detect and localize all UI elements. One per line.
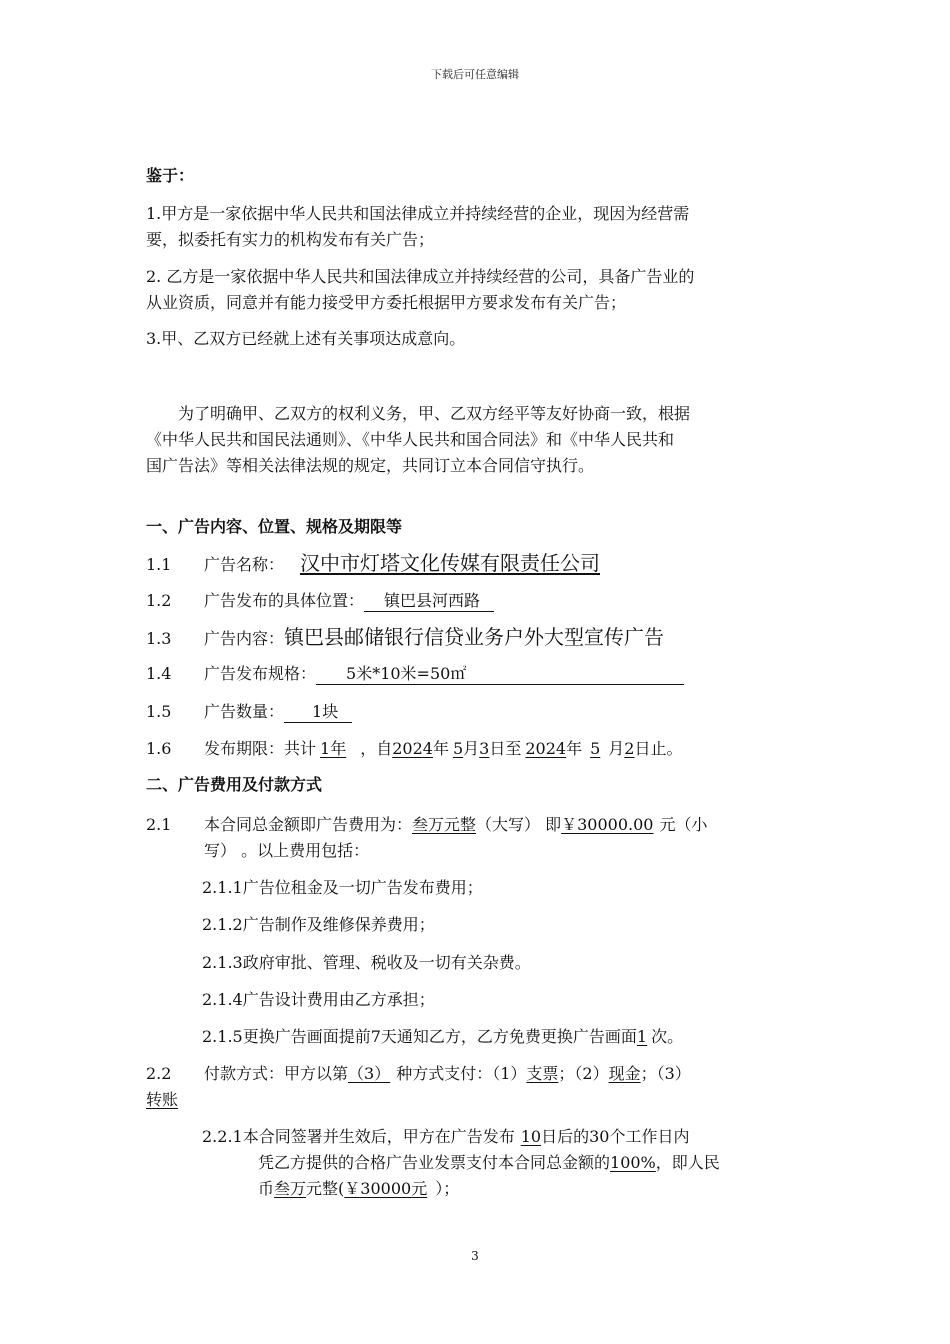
payment-option: （3） (348, 1064, 391, 1083)
clause-text: 元整( (306, 1179, 345, 1198)
days-after-publish: 10 (520, 1127, 542, 1146)
payment-percent: 100% (610, 1153, 656, 1172)
clause-2-1-line-2: 写） 。以上费用包括： (204, 841, 370, 860)
whereas-item-1-line-2: 要，拟委托有实力的机构发布有关广告； (146, 230, 435, 249)
clause-number: 1.6 (146, 739, 172, 758)
clause-label: 广告内容： (204, 629, 285, 648)
clause-2-1-2: 2.1.2广告制作及维修保养费用； (202, 915, 435, 934)
period-years: 1年 (320, 739, 347, 758)
clause-1-5 (146, 699, 352, 725)
ad-name-value: 汉中市灯塔文化传媒有限责任公司 (300, 551, 601, 575)
clause-text: 月 (608, 739, 625, 758)
clause-number: 1.2 (146, 591, 172, 610)
payment-option-3: 转账 (146, 1090, 179, 1109)
start-year: 2024 (392, 739, 433, 758)
whereas-item-2-line-2: 从业资质，同意并有能力接受甲方委托根据甲方要求发布有关广告； (146, 293, 627, 312)
clause-text: 种方式支付：（1） (396, 1064, 527, 1083)
clause-1-1 (146, 550, 600, 578)
clause-text: 次。 (651, 1027, 684, 1046)
clause-1-3 (146, 624, 664, 652)
clause-label: 广告数量： (204, 702, 285, 721)
clause-text: 币 (258, 1179, 275, 1198)
clause-number: 2.2 (146, 1064, 172, 1083)
clause-2-2-1-line-1 (202, 1124, 689, 1150)
section-1-title: 一、广告内容、位置、规格及期限等 (146, 517, 403, 536)
clause-text: ，自 (360, 739, 393, 758)
clause-label: 广告发布规格： (204, 664, 317, 683)
total-amount-chinese: 叁万元整 (412, 815, 477, 834)
whereas-item-2-line-1: 2. 乙方是一家依据中华人民共和国法律成立并持续经营的公司，具备广告业的 (146, 267, 695, 286)
clause-2-2-1-line-3 (258, 1176, 459, 1202)
total-amount-number: ￥30000.00 (561, 815, 654, 834)
whereas-item-1-line-1: 1.甲方是一家依据中华人民共和国法律成立并持续经营的企业，现因为经营需 (146, 204, 690, 223)
clause-1-6 (146, 736, 683, 762)
end-day: 2 (624, 739, 635, 758)
clause-text: ；（2） (558, 1064, 609, 1083)
clause-text: 年 (566, 739, 583, 758)
clause-2-1-1: 2.1.1广告位租金及一切广告发布费用； (202, 878, 483, 897)
ad-content-value: 镇巴县邮储银行信贷业务户外大型宣传广告 (284, 625, 665, 649)
start-month: 5 (452, 739, 464, 758)
section-2-title: 二、广告费用及付款方式 (146, 775, 323, 794)
clause-number: 1.1 (146, 555, 172, 574)
clause-1-2 (146, 588, 494, 614)
clause-number: 1.5 (146, 702, 172, 721)
clause-number: 2.1 (146, 815, 172, 834)
amount-number: ￥30000 (344, 1179, 412, 1198)
clause-2-2-line-1 (146, 1061, 691, 1087)
clause-text: 发布期限：共计 (204, 739, 317, 758)
ad-location-value: 镇巴县河西路 (364, 591, 494, 612)
payment-option-2: 现金 (608, 1064, 641, 1083)
clause-label: 广告发布的具体位置： (204, 591, 365, 610)
clause-2-2-1-line-2 (258, 1150, 720, 1176)
clause-1-4 (146, 661, 684, 687)
clause-text: ）； (435, 1179, 460, 1198)
clause-text: 日至 (489, 739, 522, 758)
payment-option-1: 支票 (526, 1064, 559, 1083)
end-year: 2024 (525, 739, 567, 758)
clause-2-1-5 (202, 1024, 683, 1050)
preamble-line-3: 国广告法》等相关法律法规的规定，共同订立本合同信守执行。 (146, 456, 595, 475)
clause-number: 1.3 (146, 629, 172, 648)
clause-number: 1.4 (146, 664, 172, 683)
clause-text: ；（3） (640, 1064, 691, 1083)
clause-2-1-4: 2.1.4广告设计费用由乙方承担； (202, 990, 435, 1009)
preamble-line-1: 为了明确甲、乙双方的权利义务，甲、乙双方经平等友好协商一致，根据 (178, 404, 691, 423)
amount-chinese: 叁万 (274, 1179, 307, 1198)
clause-text: 日止。 (634, 739, 683, 758)
clause-text: 日后的30个工作日内 (541, 1127, 690, 1146)
whereas-title: 鉴于： (146, 166, 195, 185)
preamble-line-2: 《中华人民共和国民法通则》、《中华人民共和国合同法》和《中华人民共和 (146, 430, 675, 449)
clause-text: 2.1.5更换广告画面提前7天通知乙方，乙方免费更换广告画面 (202, 1027, 637, 1046)
end-month: 5 (590, 739, 601, 758)
replace-count: 1 (636, 1027, 648, 1046)
clause-2-1-line-1 (146, 812, 708, 838)
page-number: 3 (471, 1249, 479, 1263)
ad-spec-value: 5米*10米=50㎡ (316, 664, 684, 685)
clause-label: 广告名称： (204, 555, 285, 574)
whereas-item-3: 3.甲、乙双方已经就上述有关事项达成意向。 (146, 329, 466, 348)
start-day: 3 (479, 739, 490, 758)
clause-2-1-3: 2.1.3政府审批、管理、税收及一切有关杂费。 (202, 953, 531, 972)
clause-text: 付款方式：甲方以第 (204, 1064, 349, 1083)
clause-text: 本合同总金额即广告费用为： (204, 815, 413, 834)
clause-text: 年 (432, 739, 449, 758)
amount-unit: 元 (411, 1179, 428, 1198)
clause-text: 2.2.1本合同签署并生效后，甲方在广告发布 (202, 1127, 515, 1146)
ad-quantity-value: 1块 (284, 702, 352, 723)
clause-text: 凭乙方提供的合格广告业发票支付本合同总金额的 (258, 1153, 611, 1172)
clause-text: （大写） 即 (476, 815, 562, 834)
clause-text: ，即人民 (655, 1153, 720, 1172)
page-header: 下载后可任意编辑 (431, 68, 519, 81)
clause-text: 元（小 (659, 815, 708, 834)
clause-text: 月 (463, 739, 480, 758)
